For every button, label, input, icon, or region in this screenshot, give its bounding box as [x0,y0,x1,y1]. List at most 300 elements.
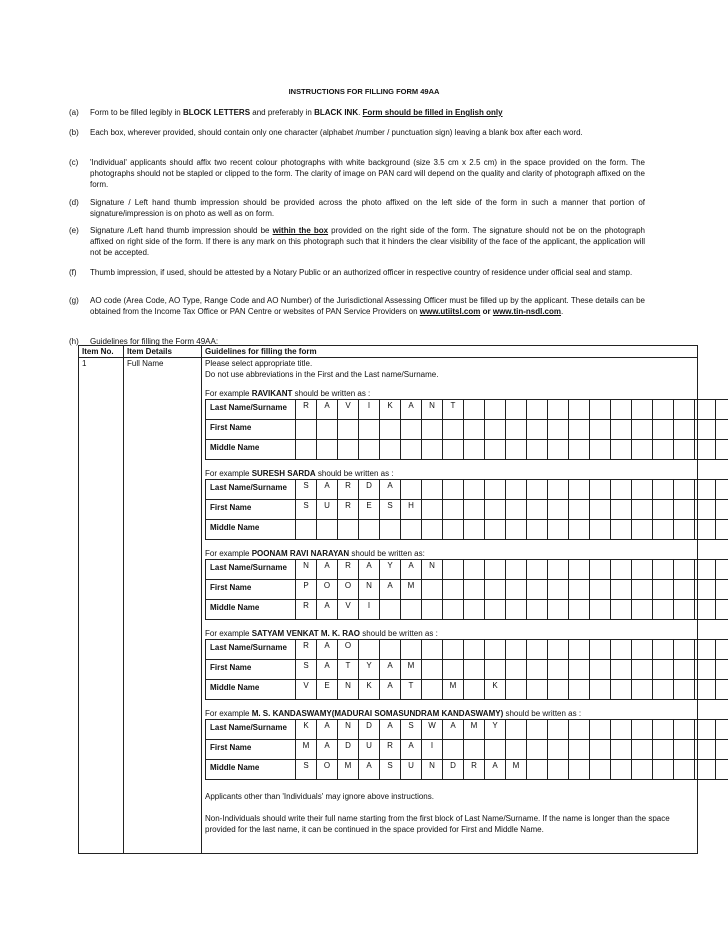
website-link[interactable]: www.tin-nsdl.com [492,307,561,316]
instruction-text: . [561,307,564,316]
char-box: A [317,480,338,500]
char-box [632,640,653,660]
char-box [485,500,506,520]
char-box [695,560,716,580]
char-box [695,480,716,500]
header-guidelines: Guidelines for filling the form [202,346,698,358]
name-example [205,708,694,780]
char-box [653,520,674,540]
char-box: M [296,740,317,760]
char-box [380,440,401,460]
name-grid-label: Middle Name [206,760,296,780]
char-box [401,440,422,460]
intro-line: Please select appropriate title. [205,359,313,368]
char-box [464,440,485,460]
name-grid-label: Middle Name [206,600,296,620]
char-box [464,500,485,520]
char-box: H [401,500,422,520]
char-box [464,740,485,760]
char-box [548,600,569,620]
instruction-text: Thumb impression, if used, should be attested by a Notary Public or an authorized officer in respective country of residence under official seal and stamp. [90,268,633,277]
char-box [443,600,464,620]
char-box [653,720,674,740]
char-box: R [296,400,317,420]
char-box [653,680,674,700]
char-box: S [296,500,317,520]
char-box [380,420,401,440]
char-box: P [296,580,317,600]
char-box [674,480,695,500]
char-box [359,440,380,460]
char-box [422,680,443,700]
instruction-text: Signature / Left hand thumb impression should be provided across the photo affixed on the left side of the form in such a manner that portion of signature/impression is on photo as well as on form. [90,198,645,218]
char-box [611,600,632,620]
char-box [716,640,728,660]
guidelines-cell [202,358,698,854]
char-box [716,560,728,580]
char-box [653,740,674,760]
char-box [632,480,653,500]
char-box [443,440,464,460]
char-box [569,680,590,700]
char-box [506,640,527,660]
char-box [548,500,569,520]
char-box: M [401,580,422,600]
example-caption-text: For example [205,629,252,638]
instruction-label: (b) [69,128,79,137]
name-grid [205,479,728,540]
name-grid-label: Last Name/Surname [206,640,296,660]
name-grid-row [206,440,728,460]
char-box [338,520,359,540]
char-box [548,400,569,420]
char-box: O [338,580,359,600]
char-box [716,680,728,700]
char-box: A [317,720,338,740]
instruction-text: and preferably in [250,108,315,117]
char-box [653,480,674,500]
char-box: V [338,400,359,420]
char-box: D [359,720,380,740]
char-box: A [485,760,506,780]
char-box: N [422,560,443,580]
char-box: D [338,740,359,760]
char-box [653,440,674,460]
char-box [674,660,695,680]
char-box [695,580,716,600]
char-box [527,720,548,740]
instruction-text: 'Individual' applicants should affix two recent colour photographs with white background (size 3.5 cm x 2.5 cm) in the space provided on the form. The photographs should not be stapled or clipped to the form. The clarity of image on PAN card will depend on the quality and clarity of photograph affixed on the form. [90,158,645,189]
name-grid-label: Last Name/Surname [206,480,296,500]
char-box [317,420,338,440]
char-box [485,440,506,460]
char-box [527,400,548,420]
char-box [632,760,653,780]
name-grid-label: Last Name/Surname [206,400,296,420]
char-box [527,660,548,680]
char-box [380,640,401,660]
char-box [464,400,485,420]
char-box [611,760,632,780]
char-box [611,580,632,600]
char-box: O [338,640,359,660]
char-box [548,680,569,700]
char-box [632,440,653,460]
instruction-label: (a) [69,108,79,117]
example-caption-text: should be written as : [292,389,371,398]
char-box [548,440,569,460]
char-box [716,520,728,540]
char-box [422,600,443,620]
char-box [590,520,611,540]
example-name: SATYAM VENKAT M. K. RAO [251,629,360,638]
char-box [590,560,611,580]
char-box [422,640,443,660]
char-box [632,740,653,760]
page-title: INSTRUCTIONS FOR FILLING FORM 49AA [288,87,440,96]
char-box [485,520,506,540]
char-box [548,560,569,580]
name-grid-row [206,580,728,600]
instruction-text: . [358,108,363,117]
char-box [632,580,653,600]
example-name: RAVIKANT [251,389,293,398]
instruction-item [69,267,645,278]
header-item-no: Item No. [79,346,124,358]
char-box: K [485,680,506,700]
char-box [464,560,485,580]
char-box [653,400,674,420]
char-box [506,400,527,420]
char-box [674,720,695,740]
char-box: M [464,720,485,740]
char-box [548,640,569,660]
header-item-details: Item Details [124,346,202,358]
char-box [695,660,716,680]
char-box: A [401,740,422,760]
char-box: D [359,480,380,500]
char-box [653,560,674,580]
char-box [548,480,569,500]
example-caption-text: For example [205,709,252,718]
char-box [443,500,464,520]
name-grid [205,399,728,460]
char-box [401,480,422,500]
char-box [527,640,548,660]
char-box [485,640,506,660]
instruction-text: BLACK INK [314,108,359,117]
char-box [506,660,527,680]
name-grid-row [206,600,728,620]
char-box [653,600,674,620]
char-box [590,440,611,460]
char-box: M [506,760,527,780]
name-grid-row [206,520,728,540]
instruction-label: (f) [69,268,77,277]
char-box: A [401,560,422,580]
char-box [527,760,548,780]
char-box: V [338,600,359,620]
examples [205,388,694,780]
name-grid-row [206,420,728,440]
name-grid-row [206,500,728,520]
char-box [590,480,611,500]
char-box [590,500,611,520]
example-caption [205,708,694,719]
char-box: Y [485,720,506,740]
char-box [401,640,422,660]
char-box: N [422,400,443,420]
char-box [296,440,317,460]
char-box [674,520,695,540]
char-box [527,740,548,760]
instruction-label: (g) [69,296,79,305]
char-box [695,640,716,660]
char-box: K [296,720,317,740]
char-box [317,440,338,460]
char-box: K [380,400,401,420]
char-box [569,400,590,420]
char-box [632,420,653,440]
char-box [590,640,611,660]
instruction-item [69,197,645,219]
instruction-text: or [480,307,493,316]
char-box [527,520,548,540]
char-box [716,480,728,500]
char-box [632,560,653,580]
char-box [485,600,506,620]
char-box [716,720,728,740]
char-box [653,640,674,660]
char-box [695,600,716,620]
char-box: T [338,660,359,680]
char-box [422,580,443,600]
name-example [205,468,694,540]
char-box [506,580,527,600]
example-caption [205,468,694,479]
char-box [443,580,464,600]
char-box [716,600,728,620]
char-box [695,440,716,460]
char-box [674,680,695,700]
char-box: E [359,500,380,520]
name-grid-label: First Name [206,660,296,680]
table-row [79,358,698,854]
instruction-item [69,295,645,317]
char-box [359,420,380,440]
char-box: S [401,720,422,740]
example-caption [205,628,694,639]
char-box [674,580,695,600]
char-box: M [338,760,359,780]
char-box [548,420,569,440]
char-box [527,420,548,440]
char-box [527,580,548,600]
char-box: A [317,640,338,660]
char-box [338,440,359,460]
name-grid-row [206,740,728,760]
char-box [527,480,548,500]
char-box [611,560,632,580]
char-box [422,420,443,440]
instruction-text: provided on the right side of the form. The signature should not be on the photograph affixed on right side of the form. If there is any mark on this photograph such that it hinders the clear visibility of the face of the applicant, the application will not be accepted. [90,226,645,257]
char-box [611,720,632,740]
item-details-cell: Full Name [124,358,202,854]
char-box: M [443,680,464,700]
char-box: I [359,400,380,420]
char-box: Y [380,560,401,580]
char-box [716,400,728,420]
name-example [205,628,694,700]
char-box [653,660,674,680]
char-box [464,680,485,700]
guidelines-table [78,345,698,854]
char-box [653,580,674,600]
char-box [506,520,527,540]
char-box [506,480,527,500]
char-box: A [317,400,338,420]
char-box [695,720,716,740]
name-grid [205,559,728,620]
table-header-row [79,346,698,358]
char-box: V [296,680,317,700]
example-caption-text: should be written as : [503,709,582,718]
char-box [632,680,653,700]
char-box: R [338,500,359,520]
char-box [485,400,506,420]
char-box [548,580,569,600]
example-name: POONAM RAVI NARAYAN [251,549,350,558]
char-box [506,720,527,740]
char-box [296,520,317,540]
name-grid-label: First Name [206,740,296,760]
char-box [317,520,338,540]
char-box [527,560,548,580]
name-grid-row [206,720,728,740]
char-box [716,500,728,520]
char-box [653,500,674,520]
char-box [506,440,527,460]
char-box: E [317,680,338,700]
char-box: A [380,720,401,740]
name-grid-label: Last Name/Surname [206,720,296,740]
char-box: R [296,640,317,660]
example-caption-text: should be written as : [360,629,438,638]
instruction-label: (c) [69,158,79,167]
char-box [716,740,728,760]
char-box [485,580,506,600]
char-box [611,400,632,420]
char-box [401,520,422,540]
char-box: T [443,400,464,420]
name-grid-row [206,640,728,660]
char-box [695,500,716,520]
char-box [443,560,464,580]
char-box: R [380,740,401,760]
char-box [611,500,632,520]
char-box [674,760,695,780]
name-grid-row [206,400,728,420]
char-box [527,600,548,620]
char-box: A [359,560,380,580]
char-box: N [338,680,359,700]
char-box: A [380,580,401,600]
char-box: R [338,560,359,580]
char-box [485,420,506,440]
char-box: U [359,740,380,760]
name-example [205,548,694,620]
char-box: S [296,480,317,500]
char-box [611,420,632,440]
char-box [569,520,590,540]
char-box: S [380,500,401,520]
instruction-label: (d) [69,198,79,207]
char-box [443,520,464,540]
char-box [464,580,485,600]
item-no-cell: 1 [79,358,124,854]
char-box [569,420,590,440]
char-box [653,420,674,440]
char-box [674,420,695,440]
website-link[interactable]: www.utiitsl.com [419,307,481,316]
char-box [632,600,653,620]
char-box [674,440,695,460]
char-box [506,420,527,440]
instruction-text: BLOCK LETTERS [182,108,251,117]
char-box [695,400,716,420]
instruction-item [69,127,645,138]
char-box [548,740,569,760]
char-box [569,500,590,520]
example-name: M. S. KANDASWAMY(MADURAI SOMASUNDRAM KANDASWAMY) [251,709,504,718]
char-box: N [422,760,443,780]
char-box [569,720,590,740]
char-box: S [296,760,317,780]
instruction-text: Each box, wherever provided, should contain only one character (alphabet /number / punctuation sign) leaving a blank box after each word. [90,128,583,137]
char-box [464,640,485,660]
example-caption [205,548,694,559]
char-box [485,560,506,580]
char-box: Y [359,660,380,680]
char-box [716,580,728,600]
char-box [401,600,422,620]
char-box: N [296,560,317,580]
char-box [443,420,464,440]
name-grid-row [206,560,728,580]
char-box [590,420,611,440]
example-name: SURESH SARDA [251,469,316,478]
char-box [569,440,590,460]
name-grid [205,639,728,700]
name-grid-row [206,760,728,780]
char-box: A [380,480,401,500]
char-box [716,420,728,440]
char-box: A [317,740,338,760]
char-box: A [401,400,422,420]
char-box: S [380,760,401,780]
name-grid-label: Middle Name [206,440,296,460]
char-box [485,660,506,680]
char-box [527,500,548,520]
example-caption [205,388,694,399]
char-box [569,600,590,620]
char-box [464,600,485,620]
instruction-item [69,225,645,258]
name-grid-row [206,680,728,700]
char-box [548,660,569,680]
char-box [590,660,611,680]
char-box [422,660,443,680]
